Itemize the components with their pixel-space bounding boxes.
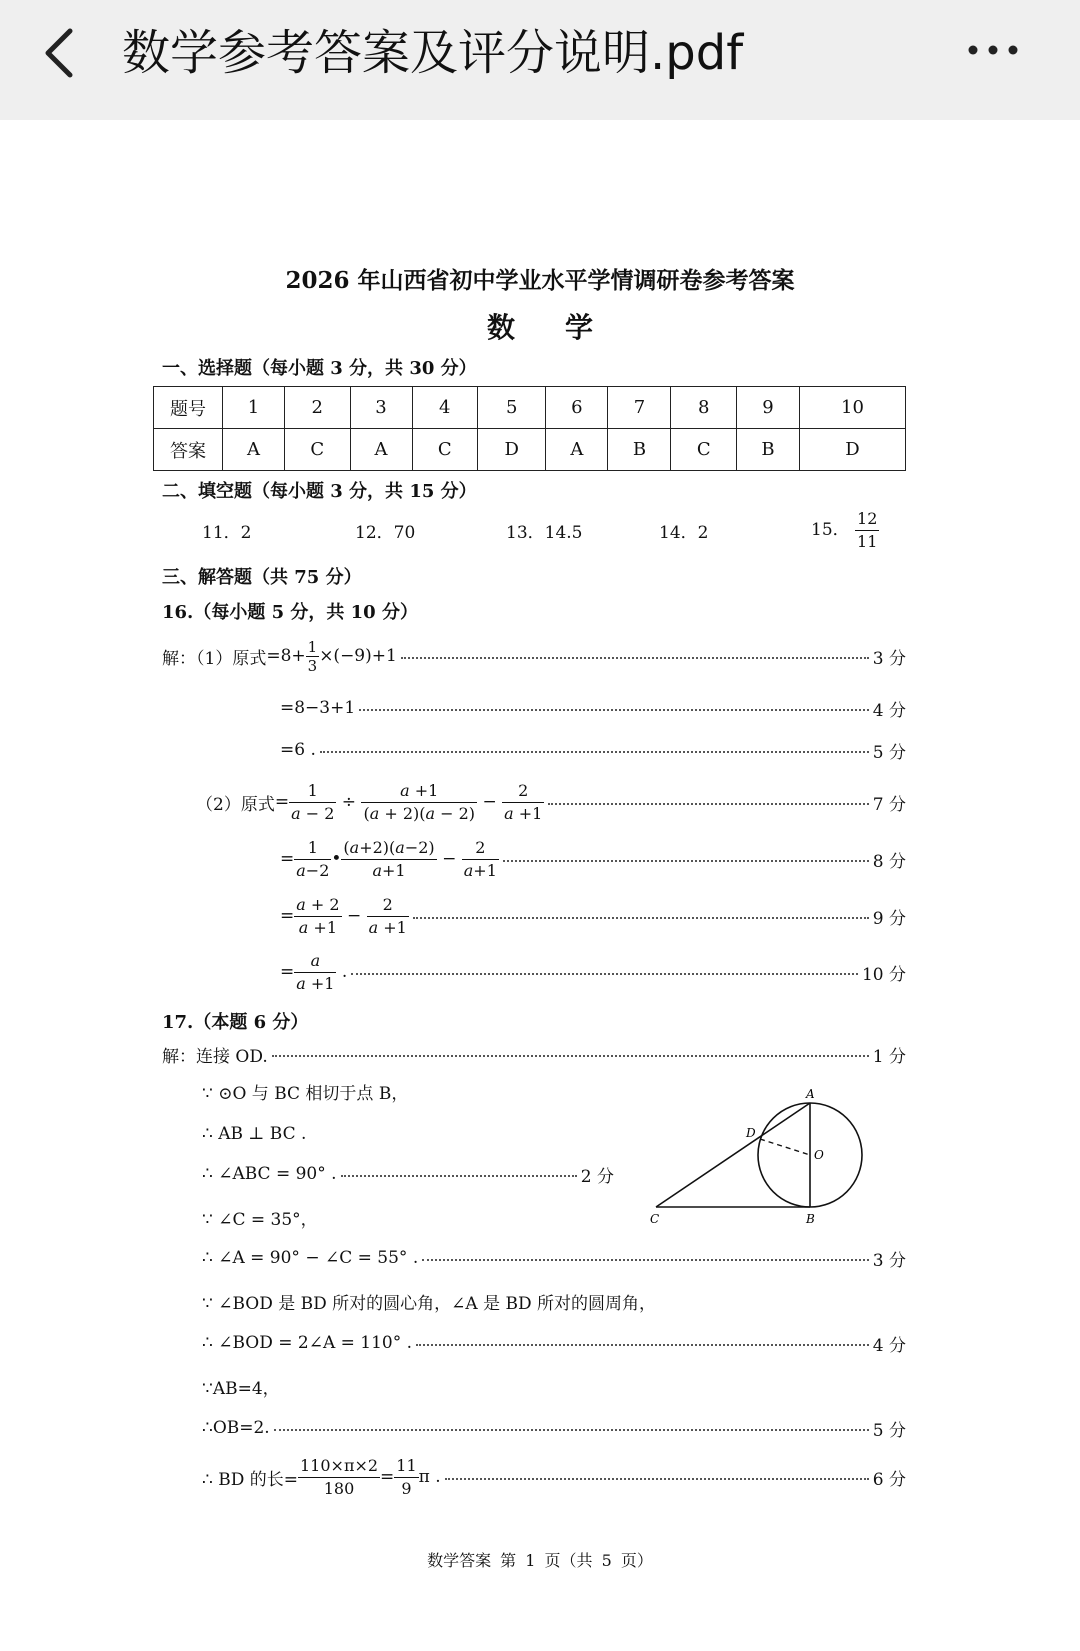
score-label: 3 分 bbox=[872, 648, 906, 669]
score-label: 9 分 bbox=[872, 908, 906, 929]
math-expr: 解：连接 OD. bbox=[162, 1046, 268, 1067]
math-expr: = $\frac{1}{a-2}$ • $\frac{(a+2)(a-2)}{a+1}$ − $\frac{2}{a+1}$ bbox=[280, 837, 497, 880]
leader-dots bbox=[341, 1175, 577, 1177]
q17-heading: 17.（本题 6 分） bbox=[162, 1012, 309, 1033]
section-solution-heading: 三、解答题（共 75 分） bbox=[162, 567, 362, 588]
leader-dots bbox=[503, 860, 869, 862]
math-tail: ×(−9)+1 bbox=[319, 645, 397, 666]
leader-dots bbox=[548, 803, 868, 805]
fill-answer-15 bbox=[811, 508, 879, 553]
table-cell: 题号 bbox=[154, 387, 223, 429]
segment-od bbox=[760, 1139, 810, 1155]
more-horizontal-icon bbox=[965, 35, 1025, 65]
back-button[interactable] bbox=[40, 25, 90, 85]
math-expr: ∵ ∠BOD 是 BD 所对的圆心角，∠A 是 BD 所对的圆周角， bbox=[202, 1293, 657, 1314]
q16-step-4 bbox=[196, 778, 906, 826]
q17-step-6 bbox=[202, 1240, 906, 1276]
page-footer: 数学答案 第 1 页（共 5 页） bbox=[427, 1551, 653, 1570]
table-cell: 答案 bbox=[154, 429, 223, 471]
leader-dots bbox=[351, 973, 858, 975]
q17-step-5 bbox=[202, 1199, 662, 1235]
math-expr: ∴ ∠BOD = 2∠A = 110° . bbox=[202, 1333, 413, 1353]
table-cell: 1 bbox=[223, 387, 285, 429]
paper-subject: 数学 bbox=[486, 311, 643, 344]
q17-step-2 bbox=[202, 1073, 662, 1109]
leader-dots bbox=[359, 709, 869, 711]
q17-step-4 bbox=[202, 1156, 614, 1192]
more-options-button[interactable] bbox=[965, 35, 1025, 65]
score-label: 3 分 bbox=[872, 1250, 906, 1271]
fraction bbox=[298, 1455, 380, 1500]
leader-dots bbox=[272, 1055, 869, 1057]
score-label: 7 分 bbox=[872, 794, 906, 815]
fraction bbox=[855, 508, 879, 553]
fraction-denominator: 11 bbox=[857, 532, 878, 551]
label-b: B bbox=[806, 1212, 815, 1226]
math-expr: ∴ BD 的长= bbox=[202, 1469, 298, 1490]
score-label: 1 分 bbox=[872, 1046, 906, 1067]
leader-dots bbox=[413, 917, 869, 919]
score-label: 5 分 bbox=[872, 1420, 906, 1441]
math-expr: =6 . bbox=[280, 740, 316, 760]
equals-sign: = bbox=[380, 1467, 395, 1487]
table-cell: D bbox=[800, 429, 906, 471]
q16-step-6 bbox=[280, 892, 906, 940]
fill-answer-11: 11．2 bbox=[202, 523, 252, 543]
table-cell: C bbox=[412, 429, 477, 471]
q16-label-1: 解：（1）原式 bbox=[162, 648, 267, 669]
label-o: O bbox=[814, 1148, 824, 1162]
fraction-denominator: 180 bbox=[323, 1478, 355, 1498]
leader-dots bbox=[416, 1344, 869, 1346]
fill-answer-12: 12．70 bbox=[355, 523, 416, 543]
table-cell: A bbox=[223, 429, 285, 471]
fraction-numerator: 110×π×2 bbox=[298, 1455, 380, 1478]
math-expr: = $\frac{a}{a +1}$ . bbox=[280, 950, 348, 993]
table-cell: 5 bbox=[478, 387, 546, 429]
q16-step-7 bbox=[280, 948, 906, 996]
q17-step-11 bbox=[202, 1452, 906, 1502]
leader-dots bbox=[422, 1259, 869, 1261]
math-expr: ∵ ⊙O 与 BC 相切于点 B， bbox=[202, 1083, 409, 1104]
q17-step-1 bbox=[162, 1036, 906, 1072]
math-expr: ∴ AB ⊥ BC . bbox=[202, 1124, 307, 1144]
q17-step-3 bbox=[202, 1116, 662, 1152]
table-cell: 10 bbox=[800, 387, 906, 429]
q16-heading: 16.（每小题 5 分，共 10 分） bbox=[162, 602, 418, 623]
score-label: 6 分 bbox=[872, 1469, 906, 1490]
table-row bbox=[154, 429, 906, 471]
math-expr: ∴ ∠A = 90° − ∠C = 55° . bbox=[202, 1248, 419, 1268]
table-cell: A bbox=[350, 429, 412, 471]
math-expr: ∵ ∠C = 35°， bbox=[202, 1209, 318, 1230]
leader-dots bbox=[274, 1429, 869, 1431]
table-cell: 8 bbox=[671, 387, 736, 429]
q17-step-7 bbox=[202, 1283, 906, 1319]
q16-step-3 bbox=[280, 732, 906, 768]
section-fill-heading: 二、填空题（每小题 3 分，共 15 分） bbox=[162, 481, 477, 502]
label-c: C bbox=[650, 1212, 660, 1226]
table-cell: 4 bbox=[412, 387, 477, 429]
chevron-left-icon bbox=[40, 25, 90, 85]
table-cell: 3 bbox=[350, 387, 412, 429]
q17-step-8 bbox=[202, 1325, 906, 1361]
table-cell: 6 bbox=[546, 387, 608, 429]
label-a: A bbox=[806, 1087, 815, 1101]
segment-ca bbox=[656, 1103, 810, 1207]
fraction-denominator: 9 bbox=[401, 1478, 412, 1498]
q17-step-10 bbox=[202, 1410, 906, 1446]
leader-dots bbox=[445, 1478, 869, 1480]
math-expr: ∴OB=2. bbox=[202, 1418, 270, 1438]
q16-step-1 bbox=[162, 638, 906, 674]
score-label: 4 分 bbox=[872, 1335, 906, 1356]
fraction-numerator: 12 bbox=[855, 508, 879, 531]
label-d: D bbox=[746, 1126, 756, 1140]
score-label: 8 分 bbox=[872, 851, 906, 872]
math-expr: = $\frac{a + 2}{a +1}$ − $\frac{2}{a +1}$ bbox=[280, 894, 407, 937]
fill-label-15: 15． bbox=[811, 520, 850, 540]
table-cell: B bbox=[608, 429, 671, 471]
geometry-diagram bbox=[650, 1085, 880, 1235]
table-cell: C bbox=[671, 429, 736, 471]
answer-table bbox=[153, 386, 906, 471]
table-cell: D bbox=[478, 429, 546, 471]
table-row bbox=[154, 387, 906, 429]
fraction-numerator: 11 bbox=[394, 1455, 418, 1478]
q17-step-9 bbox=[202, 1368, 906, 1404]
q16-step-2 bbox=[280, 690, 906, 726]
fraction bbox=[394, 1455, 418, 1500]
table-cell: C bbox=[285, 429, 350, 471]
leader-dots bbox=[401, 657, 869, 659]
document-title: 数学参考答案及评分说明.pdf bbox=[122, 25, 744, 81]
math-expr: = $\frac{1}{a - 2}$ ÷ $\frac{a +1}{(a + 2)(a - 2)}$ − $\frac{2}{a +1}$ bbox=[274, 780, 543, 823]
math-expr: ∴ ∠ABC = 90° . bbox=[202, 1164, 337, 1184]
math-expr: =8+ $\frac{1}{3}$ ×(−9)+1 bbox=[266, 637, 397, 675]
table-cell: 7 bbox=[608, 387, 671, 429]
section-choice-heading: 一、选择题（每小题 3 分，共 30 分） bbox=[162, 358, 477, 379]
fill-answer-13: 13．14.5 bbox=[506, 523, 583, 543]
table-cell: A bbox=[546, 429, 608, 471]
table-cell: B bbox=[736, 429, 799, 471]
fill-answer-14: 14．2 bbox=[659, 523, 709, 543]
math-tail: π . bbox=[418, 1467, 441, 1487]
q16-label-2: （2）原式 bbox=[196, 794, 275, 815]
score-label: 10 分 bbox=[861, 964, 906, 985]
math-expr: ∵AB=4， bbox=[202, 1378, 280, 1399]
score-label: 2 分 bbox=[580, 1166, 614, 1187]
score-label: 4 分 bbox=[872, 700, 906, 721]
math-expr: =8−3+1 bbox=[280, 698, 356, 718]
score-label: 5 分 bbox=[872, 742, 906, 763]
q16-step-5 bbox=[280, 835, 906, 883]
leader-dots bbox=[320, 751, 869, 753]
top-bar bbox=[0, 0, 1080, 120]
table-cell: 2 bbox=[285, 387, 350, 429]
paper-title: 2026 年山西省初中学业水平学情调研卷参考答案 bbox=[285, 267, 795, 294]
table-cell: 9 bbox=[736, 387, 799, 429]
